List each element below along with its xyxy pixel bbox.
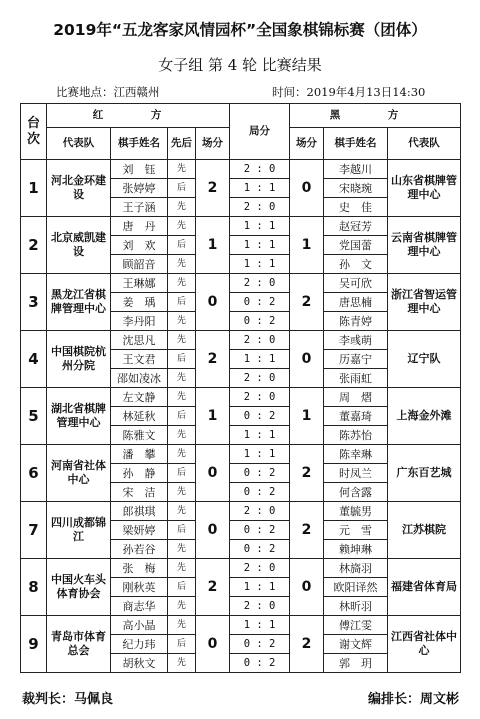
black-match-points: 1	[290, 388, 324, 445]
black-player-name: 陈苏怡	[324, 426, 388, 445]
round-number: 6	[21, 445, 47, 502]
move-order: 先	[168, 388, 196, 407]
black-team-name: 浙江省智运管理中心	[388, 274, 461, 331]
game-score: 2 : 0	[230, 274, 290, 293]
black-match-points: 2	[290, 502, 324, 559]
move-order: 先	[168, 198, 196, 217]
game-score: 2 : 0	[230, 160, 290, 179]
match-score-header: 局分	[230, 104, 290, 160]
move-order: 先	[168, 217, 196, 236]
game-score: 1 : 1	[230, 578, 290, 597]
black-match-points: 2	[290, 274, 324, 331]
red-side-header: 红 方	[47, 104, 230, 128]
red-match-points: 0	[196, 616, 230, 673]
red-team-name: 中国火车头体育协会	[47, 559, 111, 616]
black-match-points: 2	[290, 616, 324, 673]
black-team-name: 云南省棋牌管理中心	[388, 217, 461, 274]
round-header: 台次	[21, 104, 47, 160]
move-order: 后	[168, 179, 196, 198]
red-player-header: 棋手姓名	[111, 128, 168, 160]
red-match-points: 0	[196, 445, 230, 502]
black-match-points: 0	[290, 160, 324, 217]
black-player-name: 时凤兰	[324, 464, 388, 483]
red-player-name: 高小晶	[111, 616, 168, 635]
black-player-name: 欧阳译然	[324, 578, 388, 597]
red-player-name: 王琳娜	[111, 274, 168, 293]
red-player-name: 沈思凡	[111, 331, 168, 350]
round-number: 8	[21, 559, 47, 616]
game-score: 2 : 0	[230, 369, 290, 388]
red-match-points: 2	[196, 331, 230, 388]
red-player-name: 王文君	[111, 350, 168, 369]
move-order: 先	[168, 559, 196, 578]
game-score: 2 : 0	[230, 559, 290, 578]
red-player-name: 张 梅	[111, 559, 168, 578]
black-team-name: 江西省社体中心	[388, 616, 461, 673]
red-player-name: 陈雅文	[111, 426, 168, 445]
move-order: 先	[168, 426, 196, 445]
red-match-points: 0	[196, 502, 230, 559]
black-match-points: 1	[290, 217, 324, 274]
black-player-name: 历嘉宁	[324, 350, 388, 369]
move-order: 先	[168, 312, 196, 331]
game-score: 1 : 1	[230, 236, 290, 255]
move-order: 先	[168, 274, 196, 293]
time-text: 时间：2019年4月13日14:30	[272, 85, 426, 99]
move-order: 后	[168, 293, 196, 312]
move-order: 先	[168, 540, 196, 559]
black-match-points: 0	[290, 559, 324, 616]
move-order: 先	[168, 597, 196, 616]
black-team-name: 江苏棋院	[388, 502, 461, 559]
red-player-name: 刘 钰	[111, 160, 168, 179]
game-score: 0 : 2	[230, 407, 290, 426]
table-row	[21, 274, 461, 293]
move-order: 先	[168, 255, 196, 274]
red-points-header: 场分	[196, 128, 230, 160]
black-team-name: 辽宁队	[388, 331, 461, 388]
game-score: 0 : 2	[230, 654, 290, 673]
red-team-name: 黑龙江省棋牌管理中心	[47, 274, 111, 331]
game-score: 1 : 1	[230, 179, 290, 198]
red-player-name: 左文静	[111, 388, 168, 407]
game-score: 2 : 0	[230, 331, 290, 350]
move-order: 后	[168, 578, 196, 597]
black-player-header: 棋手姓名	[324, 128, 388, 160]
red-player-name: 林延秋	[111, 407, 168, 426]
red-player-name: 张婷婷	[111, 179, 168, 198]
results-table	[20, 103, 461, 673]
table-row	[21, 445, 461, 464]
red-player-name: 孙 静	[111, 464, 168, 483]
red-player-name: 顾韶音	[111, 255, 168, 274]
red-player-name: 商志华	[111, 597, 168, 616]
table-row	[21, 616, 461, 635]
black-player-name: 李彧萌	[324, 331, 388, 350]
game-score: 0 : 2	[230, 293, 290, 312]
round-number: 9	[21, 616, 47, 673]
black-player-name: 史 佳	[324, 198, 388, 217]
black-player-name: 唐思楠	[324, 293, 388, 312]
move-order: 后	[168, 521, 196, 540]
black-player-name: 周 熠	[324, 388, 388, 407]
black-player-name: 林旖羽	[324, 559, 388, 578]
red-player-name: 潘 攀	[111, 445, 168, 464]
game-score: 1 : 1	[230, 445, 290, 464]
black-team-header: 代表队	[388, 128, 461, 160]
game-score: 1 : 1	[230, 616, 290, 635]
game-score: 1 : 1	[230, 255, 290, 274]
red-match-points: 2	[196, 559, 230, 616]
red-player-name: 宋 洁	[111, 483, 168, 502]
red-player-name: 唐 丹	[111, 217, 168, 236]
move-order: 后	[168, 635, 196, 654]
black-player-name: 傅江雯	[324, 616, 388, 635]
game-score: 0 : 2	[230, 540, 290, 559]
game-score: 1 : 1	[230, 217, 290, 236]
black-player-name: 董毓男	[324, 502, 388, 521]
move-order: 先	[168, 369, 196, 388]
page-subtitle: 女子组 第 4 轮 比赛结果	[158, 56, 322, 74]
black-player-name: 何含露	[324, 483, 388, 502]
game-score: 2 : 0	[230, 388, 290, 407]
black-player-name: 董嘉琦	[324, 407, 388, 426]
game-score: 2 : 0	[230, 597, 290, 616]
red-team-name: 中国棋院杭州分院	[47, 331, 111, 388]
red-team-name: 河南省社体中心	[47, 445, 111, 502]
table-row	[21, 502, 461, 521]
red-player-name: 郎祺琪	[111, 502, 168, 521]
page-title: 2019年“五龙客家风情园杯”全国象棋锦标赛（团体）	[53, 21, 427, 39]
table-row	[21, 217, 461, 236]
black-team-name: 福建省体育局	[388, 559, 461, 616]
black-player-name: 陈幸琳	[324, 445, 388, 464]
order-header: 先后	[168, 128, 196, 160]
round-number: 7	[21, 502, 47, 559]
game-score: 1 : 1	[230, 426, 290, 445]
black-player-name: 赖坤琳	[324, 540, 388, 559]
game-score: 0 : 2	[230, 635, 290, 654]
move-order: 后	[168, 407, 196, 426]
game-score: 1 : 1	[230, 350, 290, 369]
black-team-name: 山东省棋牌管理中心	[388, 160, 461, 217]
black-points-header: 场分	[290, 128, 324, 160]
table-row	[21, 559, 461, 578]
black-player-name: 吴可欣	[324, 274, 388, 293]
round-number: 4	[21, 331, 47, 388]
move-order: 后	[168, 464, 196, 483]
black-team-name: 上海金外滩	[388, 388, 461, 445]
red-player-name: 姜 瑀	[111, 293, 168, 312]
black-player-name: 孙 文	[324, 255, 388, 274]
red-match-points: 0	[196, 274, 230, 331]
game-score: 2 : 0	[230, 502, 290, 521]
black-player-name: 林昕羽	[324, 597, 388, 616]
table-row	[21, 160, 461, 179]
move-order: 先	[168, 654, 196, 673]
black-match-points: 0	[290, 331, 324, 388]
round-number: 5	[21, 388, 47, 445]
black-player-name: 郭 玥	[324, 654, 388, 673]
red-player-name: 邵如凌冰	[111, 369, 168, 388]
red-player-name: 刚秋英	[111, 578, 168, 597]
red-match-points: 2	[196, 160, 230, 217]
red-player-name: 孙若谷	[111, 540, 168, 559]
black-player-name: 宋晓琬	[324, 179, 388, 198]
black-player-name: 党国蕾	[324, 236, 388, 255]
red-player-name: 胡秋文	[111, 654, 168, 673]
red-player-name: 纪力玮	[111, 635, 168, 654]
move-order: 先	[168, 483, 196, 502]
game-score: 0 : 2	[230, 521, 290, 540]
red-match-points: 1	[196, 388, 230, 445]
move-order: 先	[168, 445, 196, 464]
red-player-name: 王子涵	[111, 198, 168, 217]
move-order: 后	[168, 236, 196, 255]
table-row	[21, 331, 461, 350]
red-player-name: 梁妍婷	[111, 521, 168, 540]
red-team-header: 代表队	[47, 128, 111, 160]
table-row	[21, 388, 461, 407]
move-order: 后	[168, 350, 196, 369]
editor-signature: 编排长：周文彬	[368, 692, 460, 707]
black-side-header: 黑 方	[290, 104, 461, 128]
move-order: 先	[168, 160, 196, 179]
red-team-name: 四川成都锦江	[47, 502, 111, 559]
referee-signature: 裁判长：马佩良	[22, 692, 114, 707]
red-match-points: 1	[196, 217, 230, 274]
move-order: 先	[168, 502, 196, 521]
red-player-name: 刘 欢	[111, 236, 168, 255]
black-team-name: 广东百艺城	[388, 445, 461, 502]
game-score: 0 : 2	[230, 464, 290, 483]
game-score: 0 : 2	[230, 312, 290, 331]
red-player-name: 李丹阳	[111, 312, 168, 331]
red-team-name: 北京威凯建设	[47, 217, 111, 274]
red-team-name: 湖北省棋牌管理中心	[47, 388, 111, 445]
black-match-points: 2	[290, 445, 324, 502]
venue-text: 比赛地点：江西赣州	[56, 85, 160, 99]
black-player-name: 元 雪	[324, 521, 388, 540]
round-number: 3	[21, 274, 47, 331]
game-score: 0 : 2	[230, 483, 290, 502]
black-player-name: 李越川	[324, 160, 388, 179]
red-team-name: 河北金环建设	[47, 160, 111, 217]
black-player-name: 陈青婷	[324, 312, 388, 331]
black-player-name: 谢文辉	[324, 635, 388, 654]
round-number: 2	[21, 217, 47, 274]
black-player-name: 张雨虹	[324, 369, 388, 388]
move-order: 先	[168, 331, 196, 350]
black-player-name: 赵冠芳	[324, 217, 388, 236]
game-score: 2 : 0	[230, 198, 290, 217]
move-order: 先	[168, 616, 196, 635]
round-number: 1	[21, 160, 47, 217]
red-team-name: 青岛市体育总会	[47, 616, 111, 673]
